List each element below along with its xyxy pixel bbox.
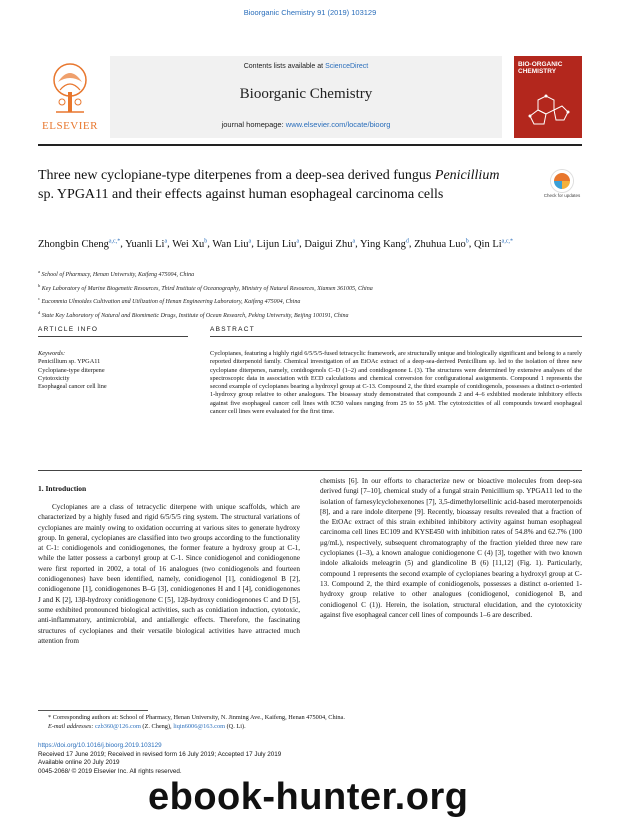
footnote-rule xyxy=(38,710,148,711)
check-updates-icon xyxy=(551,170,573,192)
author-name[interactable]: Daigui Zhu$^a$ xyxy=(304,238,356,250)
keyword-item: Cytotoxicity xyxy=(38,374,70,382)
title-genus: Penicillium xyxy=(434,168,500,183)
header-divider xyxy=(38,144,582,146)
affiliation-marker: c xyxy=(38,296,40,301)
keywords-label: Keywords: xyxy=(38,350,66,357)
check-for-updates-badge[interactable] xyxy=(543,170,581,208)
journal-title: Bioorganic Chemistry xyxy=(239,86,373,102)
author-name[interactable]: Lijun Liu$^a$ xyxy=(256,238,300,250)
journal-citation[interactable]: Bioorganic Chemistry 91 (2019) 103129 xyxy=(243,8,377,17)
homepage-line xyxy=(110,120,502,129)
keyword-item: Cyclopiane-type diterpene xyxy=(38,366,105,374)
author-name[interactable]: Yuanli Li$^a$ xyxy=(125,238,168,250)
author-affiliation-marker: a,c,* xyxy=(108,238,121,244)
affiliation-marker: a xyxy=(38,269,40,274)
author-affiliation-marker: a xyxy=(164,238,168,244)
doi-link[interactable]: https://doi.org/10.1016/j.bioorg.2019.103129 xyxy=(38,742,162,749)
corresponding-author-note: * Corresponding authors at: School of Pharmacy, Henan University, N. Jinming Ave., Kaifeng, Henan 475004, China. xyxy=(48,714,345,721)
author-name[interactable]: Wei Xu$^b$ xyxy=(172,238,208,250)
keyword-item: Esophageal cancer cell line xyxy=(38,383,107,391)
author-affiliation-marker: a,c,* xyxy=(501,238,513,244)
elsevier-tree-icon xyxy=(52,62,88,116)
keyword-item: Penicillium sp. YPGA11 xyxy=(38,358,101,366)
author-affiliation-marker: a xyxy=(296,238,300,244)
article-title xyxy=(38,166,508,204)
footnotes xyxy=(38,714,582,731)
affiliation-item xyxy=(38,308,582,322)
title-part-1: Three new cyclopiane-type diterpenes from a deep-sea derived fungus xyxy=(38,168,435,183)
title-part-2: sp. YPGA11 and their effects against human esophageal carcinoma cells xyxy=(38,187,444,202)
author-affiliation-marker: a xyxy=(248,238,252,244)
author-affiliation-marker: b xyxy=(204,238,208,244)
author-name[interactable]: Qin $Li^{a,c,*}$ xyxy=(473,238,513,250)
journal-info-box xyxy=(110,56,502,138)
author-affiliation-marker: a xyxy=(352,238,356,244)
abstract-rule xyxy=(210,336,582,337)
affiliation-text: State Key Laboratory of Natural and Biomimetic Drugs, Institute of Ocean Research, Peking University, Beijing 100191, China xyxy=(40,312,349,319)
sciencedirect-link[interactable]: ScienceDirect xyxy=(325,63,369,70)
author-affiliation-marker: b xyxy=(465,238,469,244)
cover-title: BIO-ORGANIC CHEMISTRY xyxy=(518,61,563,75)
abstract-heading: ABSTRACT xyxy=(210,326,256,333)
article-info-heading: ARTICLE INFO xyxy=(38,326,99,333)
copyright: 0045-2068/ © 2019 Elsevier Inc. All rights reserved. xyxy=(38,767,182,775)
article-metadata xyxy=(38,742,338,776)
received-dates: Received 17 June 2019; Received in revised form 16 July 2019; Accepted 17 July 2019 xyxy=(38,750,282,758)
affiliation-item xyxy=(38,267,582,281)
keywords-block xyxy=(38,350,188,391)
introduction-heading: 1. Introduction xyxy=(38,484,87,493)
affiliation-marker: b xyxy=(38,282,41,288)
author-name[interactable]: Zhongbin Cheng$^{a,c,*}$ xyxy=(38,238,121,250)
journal-header xyxy=(38,56,582,138)
author-name[interactable]: Zhuhua Luo$^b$ xyxy=(414,238,469,250)
elsevier-wordmark: ELSEVIER xyxy=(42,120,98,132)
contents-prefix: Contents lists available at xyxy=(243,63,326,70)
email-link-li[interactable]: liqin6006@163.com xyxy=(173,722,226,730)
email-link-cheng[interactable]: czb360@126.com xyxy=(95,722,141,730)
email-owner-li: (Q. Li). xyxy=(225,722,246,730)
affiliation-item xyxy=(38,281,582,295)
email-addresses xyxy=(38,723,582,732)
body-divider xyxy=(38,470,582,471)
journal-cover-thumbnail[interactable] xyxy=(514,56,582,138)
affiliation-item xyxy=(38,294,582,308)
cover-molecule-icon xyxy=(524,92,572,132)
author-affiliation-marker: d xyxy=(405,238,409,244)
affiliations xyxy=(38,267,582,321)
email-label: E-mail addresses: xyxy=(48,722,95,730)
author-name[interactable]: Wan Liu$^a$ xyxy=(212,238,252,250)
abstract-text: Cyclopianes, featuring a highly rigid 6/5/5/5-fused tetracyclic framework, are structurally unique and biologically significant and belong to a rarely reported diterpenoid family. Chemical investigation of an EtOAc extract of a deep-sea-derived Penicillium sp. led to the isolation of three new cyclopiane diterpenes, namely, conidiogenols C–D (1–2) and conidiogenone L (3). The structures were determined by extensive analyses of the spectroscopic data in association with ECD calculations and chemical conversion for configurational assignments. Compound 1 represents the second example of cyclopianes bearing a hydroxyl group at C-13. Compound 2, the third example of conidiogenols, possesses a distinct α-oriented 1-hydroxy group relative to other analogues. The bioassay study demonstrated that compounds 2 and 4–6 exhibited moderate inhibitory effects against five esophageal cancer cell lines with IC50 values ranging from 25 to 55 μM. The cytotoxicities of all compounds toward esophageal cancer cell lines were evaluated for the first time. xyxy=(210,350,582,416)
watermark: ebook-hunter.org xyxy=(148,776,469,818)
homepage-prefix: journal homepage: xyxy=(221,120,286,129)
check-updates-label: Check for updates xyxy=(543,193,581,198)
author-name[interactable]: Ying Kang$^d$ xyxy=(360,238,409,250)
email-owner-cheng: (Z. Cheng), xyxy=(140,722,174,730)
available-online: Available online 20 July 2019 xyxy=(38,759,120,767)
homepage-link[interactable]: www.elsevier.com/locate/bioorg xyxy=(285,120,391,129)
contents-line xyxy=(110,63,502,70)
elsevier-logo xyxy=(38,56,102,138)
article-info-rule xyxy=(38,336,188,337)
author-list: Zhongbin Cheng$^{a,c,*}$, Yuanli Li$^a$, Wei Xu$^b$, Wan Liu$^a$, Lijun Liu$^a$, Daigui Zhu$^a$, Ying Kang$^d$, Zhuhua Luo$^b$, Qin $Li^{a,c,*}$ xyxy=(38,238,513,250)
affiliation-marker: d xyxy=(38,309,41,315)
introduction-left-column: Cyclopianes are a class of tetracyclic diterpene with unique scaffolds, which are characterized by a highly fused and rigid 6/5/5/5 ring system. The structural variations of cyclopianes are mainly owing to oxidation occurring at various sites to generate hydroxy group. In general, cyclopianes are classified into two groups according to the functionality at C-1: conidiogenols and conidiogenones, the former feature a hydroxy group at C-1, while the latter possess a carbonyl group at C-1. Since conidiogenol and conidiogenone were first reported in 2002, a total of 16 analogues (two conidiogenols and fourteen conidiogenones) have been identified, namely, conidiogenol [1], conidiogenol B [2], conidiogenone [1], conidiogenones B–G [3], conidiogenones H and I [4], conidiogenones J and K [2], 13β-hydroxy conidiogenone C [5], 12β-hydroxy conidiogenones C and D [5], some exhibited pronounced biological activities, such as conidiation induction, cytotoxic, anti-inflammatory, antimicrobial, and antiallergic effects. Therefore, the fascinating structures of cyclopianes and their versatile biological activities have attracted much attention from xyxy=(38,503,300,645)
affiliation-text: Eucommia Ulmoides Cultivation and Utilization of Henan Engineering Laboratory, Kaifeng 475004, China xyxy=(40,299,301,305)
affiliation-text: Key Laboratory of Marine Biogenetic Resources, Third Institute of Oceanography, Ministry of Natural Resources, Xiamen 361005, China xyxy=(40,285,373,292)
introduction-right-column: chemists [6]. In our efforts to characterize new or bioactive molecules from deep-sea derived fungi [7–10], chemical study of a fungal strain Penicillium sp. YPGA11 led to the isolation of farnesylcyclohexenones [7], 3,5-dimethylorsellinic acid-based meroterpenoids [8], and a rare indole diterpene [9]. Recently, bioassay results revealed that a fraction of the EtOAc extract of this strain exhibited inhibitory activity against human esophageal carcinoma cell lines EC109 and KYSE450 with inhibition rates of 54.8% and 62.7% (100 μg/mL), respectively, subsequent chromatography of the fraction yielded three new rare cyclopianes (1–3), a known analogue conidiogenone C (4) [3], together with two known indole alkaloids meleagrin (5) and glandicoline B (6) [11,12] (Fig. 1). Particularly, compound 1 represents the second example of cyclopianes bearing a hydroxyl group at C-13. Compound 2, the third example of conidiogenols, possesses a distinct α-oriented 1-hydroxy group relative to other analogues (conidiogenol, conidiogenol B, and conidiogenol C (1)). Herein, the isolation, structural elucidation, and the cytotoxicity against five esophageal cancer cell lines of compounds 1–6 are described. xyxy=(320,477,582,619)
affiliation-text: School of Pharmacy, Henan University, Kaifeng 475004, China xyxy=(40,272,195,278)
